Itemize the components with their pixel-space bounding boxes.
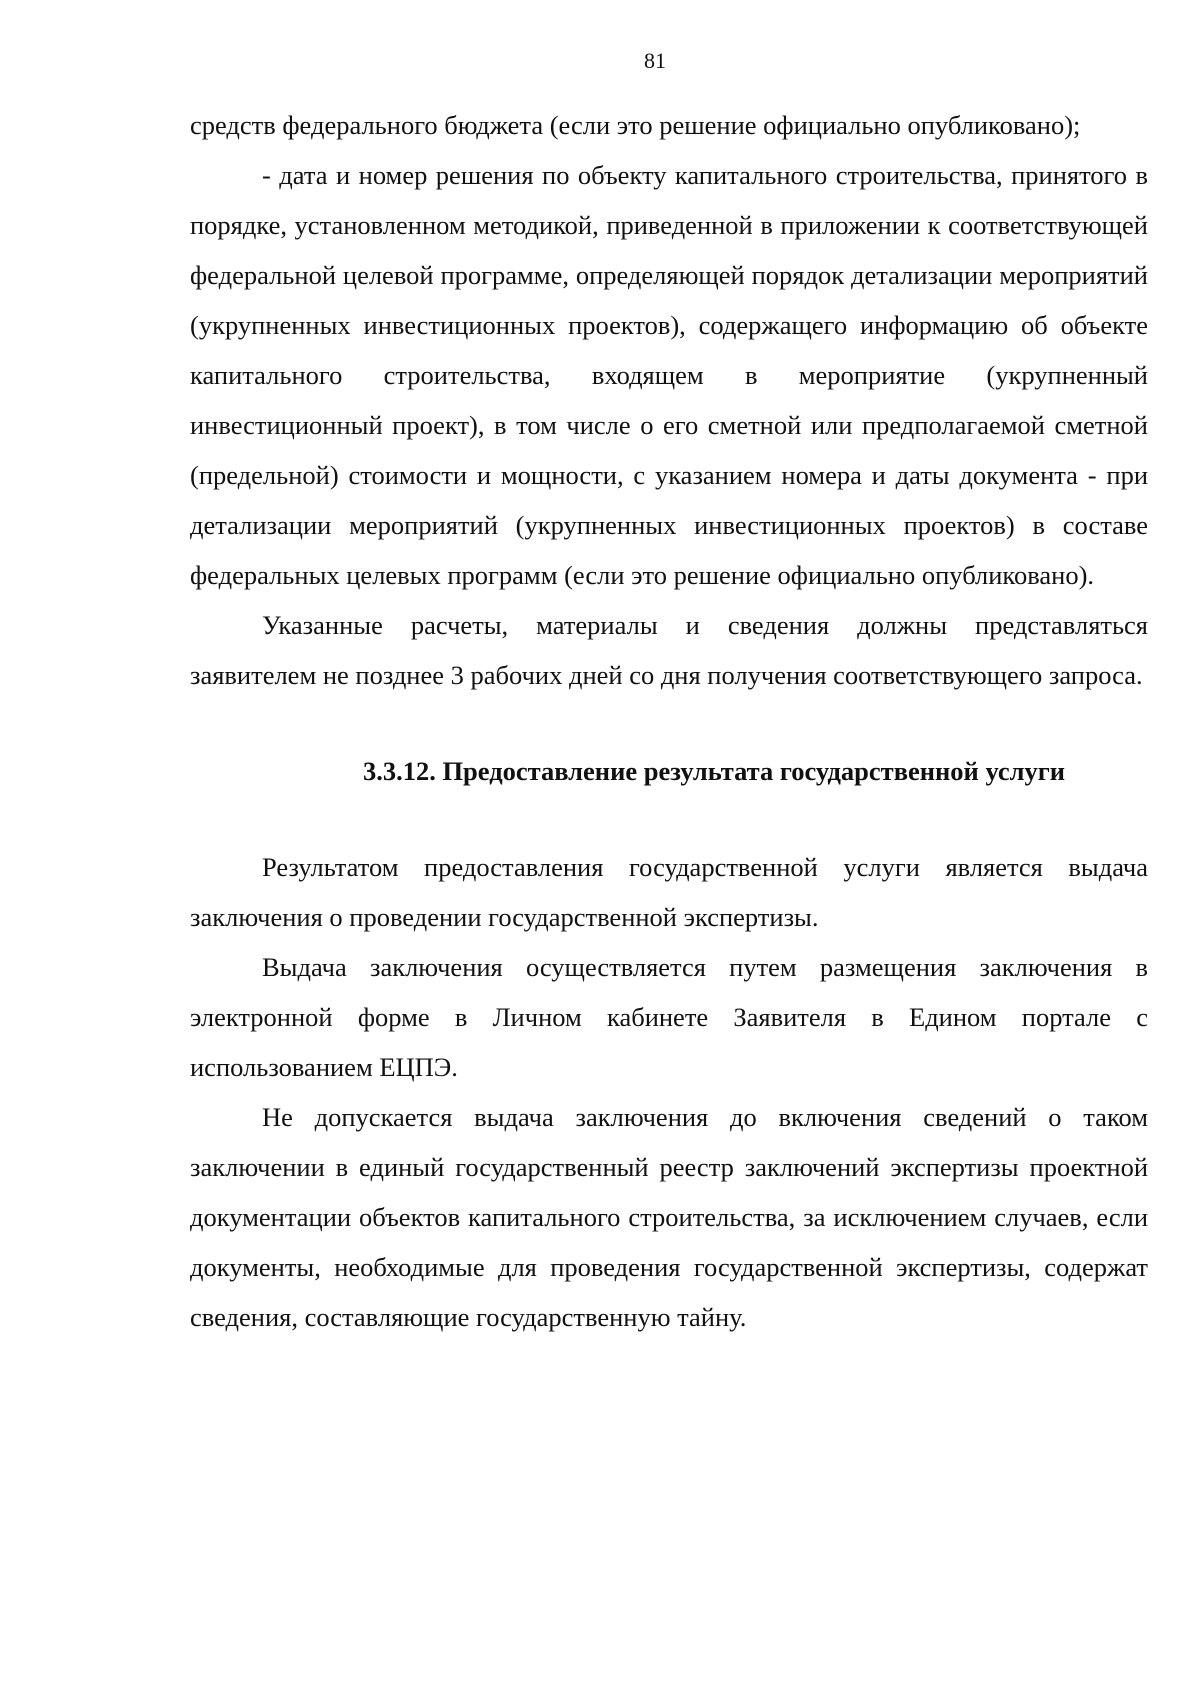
paragraph-service-result: Результатом предоставления государственной услуги является выдача заключения о проведении государственной экспертизы.	[190, 852, 1148, 932]
paragraph-decision-details: - дата и номер решения по объекту капитального строительства, принятого в порядке, установленном методикой, приведенной в приложении к соответствующей федеральной целевой программе, определяющей порядок детализации мероприятий (укрупненных инвестиционных проектов), содержащего информацию об объекте капитального строительства, входящем в мероприятие (укрупненный инвестиционный проект), в том числе о его сметной или предполагаемой сметной (предельной) стоимости и мощности, с указанием номера и даты документа - при детализации мероприятий (укрупненных инвестиционных проектов) в составе федеральных целевых программ (если это решение официально опубликовано).	[190, 160, 1148, 590]
paragraph-issuance-restriction: Не допускается выдача заключения до включения сведений о таком заключении в единый государственный реестр заключений экспертизы проектной документации объектов капитального строительства, за исключением случаев, если документы, необходимые для проведения государственной экспертизы, содержат сведения, составляющие государственную тайну.	[190, 1102, 1148, 1332]
paragraph-issuance-method: Выдача заключения осуществляется путем размещения заключения в электронной форме в Личном кабинете Заявителя в Едином портале с использованием ЕЦПЭ.	[190, 952, 1148, 1082]
paragraph-submission-deadline: Указанные расчеты, материалы и сведения должны представляться заявителем не позднее 3 рабочих дней со дня получения соответствующего запроса.	[190, 610, 1148, 690]
paragraph-continuation: средств федерального бюджета (если это решение официально опубликовано);	[190, 110, 1081, 140]
section-heading: 3.3.12. Предоставление результата государственной услуги	[362, 756, 1066, 786]
page-number: 81	[644, 48, 666, 73]
document-body	[190, 100, 1148, 1342]
